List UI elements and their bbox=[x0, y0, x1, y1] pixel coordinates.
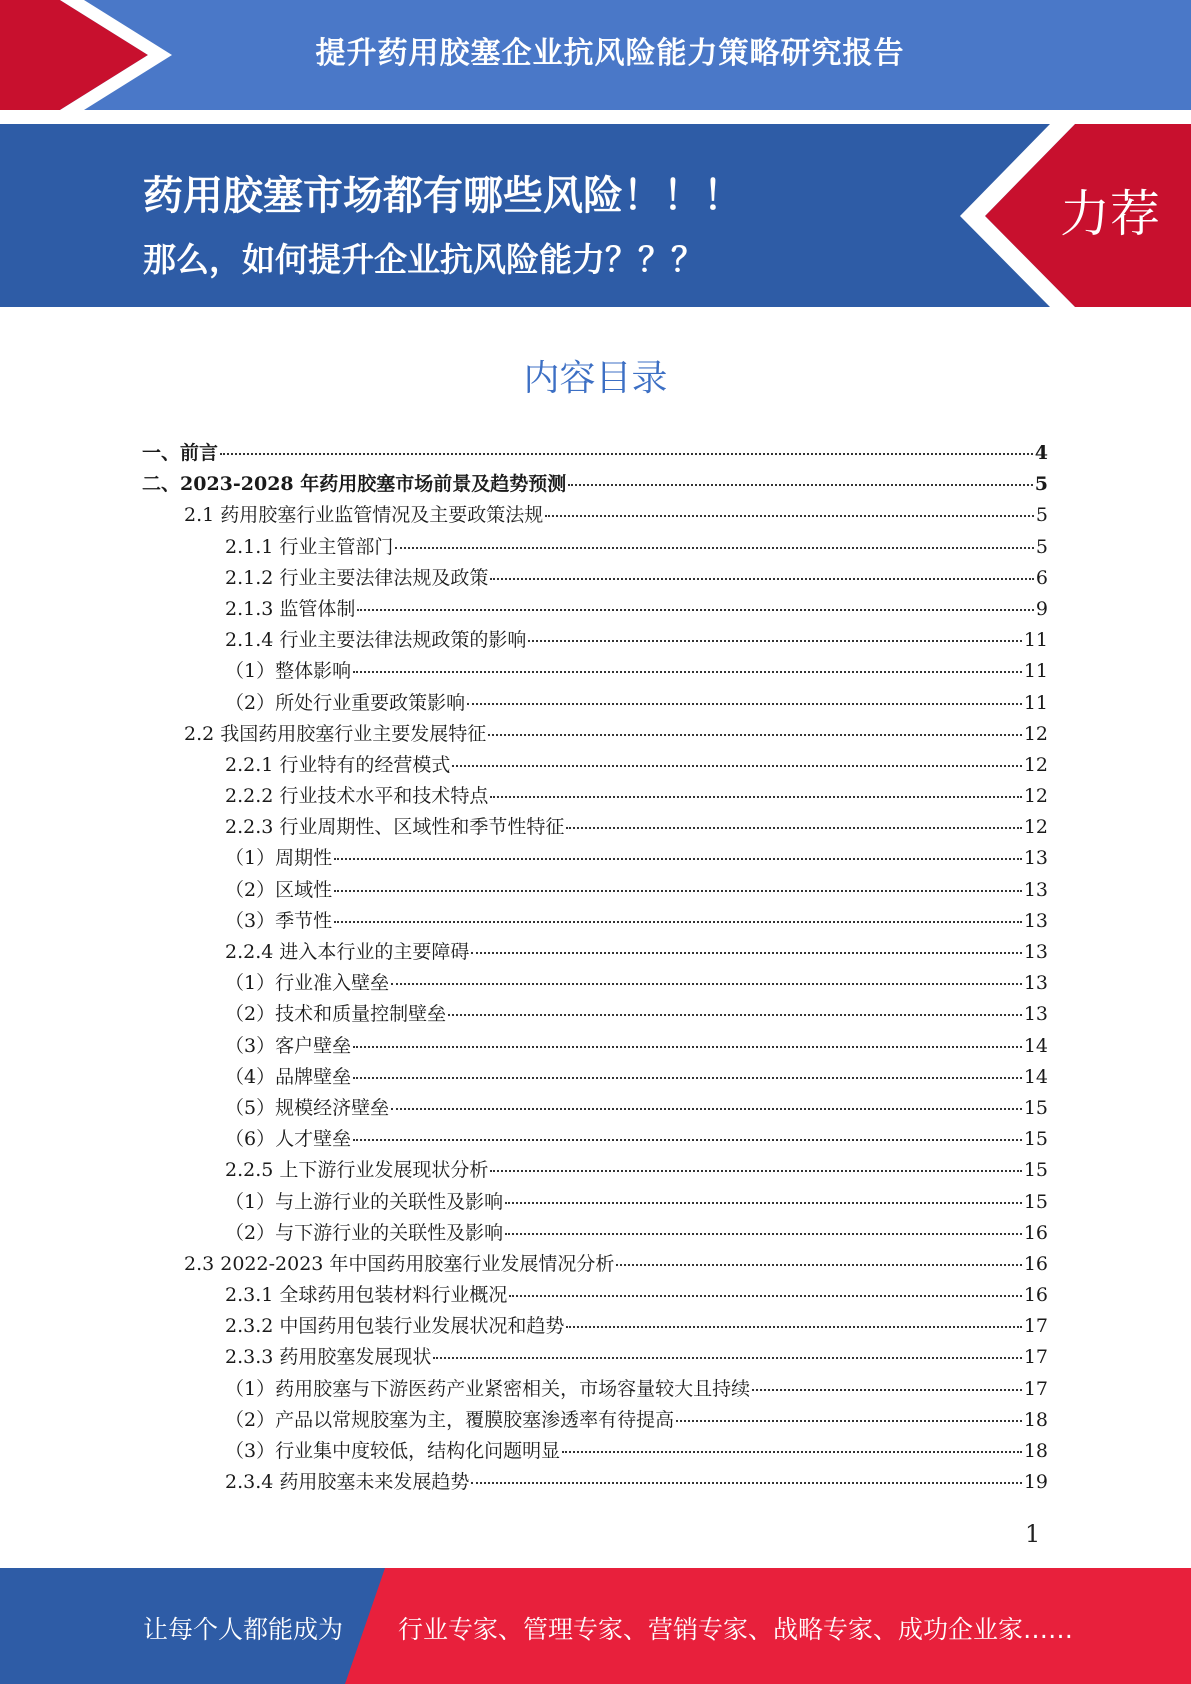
toc-entry-page: 6 bbox=[1035, 566, 1048, 589]
toc-dot-leader bbox=[566, 827, 1021, 829]
toc-entry-label: （1）整体影响 bbox=[225, 660, 352, 683]
toc-dot-leader bbox=[334, 890, 1022, 892]
footer-banner bbox=[0, 1568, 1191, 1684]
toc-entry-page: 16 bbox=[1023, 1221, 1048, 1244]
toc-dot-leader bbox=[353, 1077, 1022, 1079]
toc-entry-label: （2）与下游行业的关联性及影响 bbox=[225, 1221, 504, 1244]
toc-entry[interactable] bbox=[142, 1374, 1048, 1405]
toc-entry-label: （1）与上游行业的关联性及影响 bbox=[225, 1190, 504, 1213]
toc-dot-leader bbox=[490, 796, 1021, 798]
toc-dot-leader bbox=[452, 765, 1021, 767]
toc-entry-label: （2）所处行业重要政策影响 bbox=[225, 691, 466, 714]
toc-entry[interactable] bbox=[142, 532, 1048, 563]
table-of-contents bbox=[142, 438, 1048, 1498]
toc-heading: 内容目录 bbox=[523, 358, 668, 399]
toc-dot-leader bbox=[471, 1482, 1021, 1484]
toc-entry-label: 2.3.1 全球药用包装材料行业概况 bbox=[225, 1284, 508, 1307]
toc-entry[interactable] bbox=[142, 1093, 1048, 1124]
toc-entry[interactable] bbox=[142, 781, 1048, 812]
hero-banner bbox=[0, 124, 1191, 307]
toc-dot-leader bbox=[334, 858, 1022, 860]
toc-entry-label: 2.1.3 监管体制 bbox=[225, 597, 356, 620]
toc-dot-leader bbox=[395, 547, 1034, 549]
toc-entry-label: （2）技术和质量控制壁垒 bbox=[225, 1003, 447, 1026]
footer-slogan-left: 让每个人都能成为 bbox=[143, 1615, 344, 1644]
toc-entry-page: 17 bbox=[1023, 1315, 1048, 1338]
toc-dot-leader bbox=[357, 609, 1034, 611]
toc-entry-label: 2.2.1 行业特有的经营模式 bbox=[225, 753, 451, 776]
toc-entry[interactable] bbox=[142, 563, 1048, 594]
toc-entry[interactable] bbox=[142, 1155, 1048, 1186]
toc-entry-page: 11 bbox=[1023, 629, 1048, 652]
toc-entry-label: （3）行业集中度较低，结构化问题明显 bbox=[225, 1440, 561, 1462]
toc-entry-label: 2.2.5 上下游行业发展现状分析 bbox=[225, 1159, 489, 1182]
toc-entry-label: 2.1.1 行业主管部门 bbox=[225, 535, 394, 558]
toc-entry-page: 17 bbox=[1023, 1346, 1048, 1369]
toc-dot-leader bbox=[505, 1233, 1022, 1235]
toc-entry[interactable] bbox=[142, 1405, 1048, 1436]
toc-entry-page: 5 bbox=[1035, 535, 1048, 558]
toc-entry-label: 2.3.4 药用胶塞未来发展趋势 bbox=[225, 1471, 470, 1494]
toc-entry-page: 15 bbox=[1023, 1159, 1048, 1182]
toc-entry[interactable] bbox=[142, 812, 1048, 843]
toc-entry-page: 17 bbox=[1023, 1377, 1048, 1400]
toc-dot-leader bbox=[568, 484, 1033, 486]
toc-dot-leader bbox=[467, 703, 1022, 705]
hero-headline: 药用胶塞市场都有哪些风险！！！ bbox=[143, 173, 743, 219]
toc-entry-label: 2.3 2022-2023 年中国药用胶塞行业发展情况分析 bbox=[184, 1252, 615, 1275]
toc-entry-page: 13 bbox=[1023, 909, 1048, 932]
toc-entry[interactable] bbox=[142, 1062, 1048, 1093]
toc-entry-page: 15 bbox=[1023, 1128, 1048, 1151]
toc-dot-leader bbox=[490, 578, 1034, 580]
toc-entry[interactable] bbox=[142, 719, 1048, 750]
toc-entry-page: 15 bbox=[1023, 1096, 1048, 1119]
toc-entry-label: （2）区域性 bbox=[225, 878, 333, 901]
toc-entry-label: 2.2.2 行业技术水平和技术特点 bbox=[225, 785, 489, 808]
toc-entry[interactable] bbox=[142, 1031, 1048, 1062]
toc-entry-label: 2.3.3 药用胶塞发展现状 bbox=[225, 1346, 432, 1369]
toc-dot-leader bbox=[353, 671, 1022, 673]
toc-entry-label: 2.3.2 中国药用包装行业发展状况和趋势 bbox=[225, 1315, 565, 1338]
toc-entry-label: 2.1 药用胶塞行业监管情况及主要政策法规 bbox=[184, 504, 544, 527]
toc-entry-label: （3）客户壁垒 bbox=[225, 1034, 352, 1057]
toc-entry[interactable] bbox=[142, 1342, 1048, 1373]
red-arrow-shape bbox=[0, 0, 148, 110]
toc-entry-page: 18 bbox=[1023, 1408, 1048, 1431]
toc-dot-leader bbox=[545, 515, 1034, 517]
toc-entry[interactable] bbox=[142, 1311, 1048, 1342]
toc-dot-leader bbox=[433, 1357, 1021, 1359]
toc-entry[interactable] bbox=[142, 1187, 1048, 1218]
toc-dot-leader bbox=[471, 952, 1021, 954]
toc-entry[interactable] bbox=[142, 1124, 1048, 1155]
toc-entry-page: 12 bbox=[1023, 722, 1048, 745]
toc-entry-page: 13 bbox=[1023, 1003, 1048, 1026]
report-title: 提升药用胶塞企业抗风险能力策略研究报告 bbox=[315, 36, 905, 71]
toc-entry-page: 19 bbox=[1023, 1471, 1048, 1494]
toc-entry-label: 2.2.4 进入本行业的主要障碍 bbox=[225, 941, 470, 963]
toc-entry-page: 13 bbox=[1023, 972, 1048, 995]
toc-entry-page: 11 bbox=[1023, 691, 1048, 714]
toc-entry-label: （6）人才壁垒 bbox=[225, 1128, 352, 1151]
toc-dot-leader bbox=[528, 640, 1021, 642]
toc-entry-page: 18 bbox=[1023, 1440, 1048, 1462]
toc-entry-page: 14 bbox=[1023, 1065, 1048, 1088]
toc-entry[interactable] bbox=[142, 1436, 1048, 1467]
toc-dot-leader bbox=[220, 453, 1033, 455]
toc-entry-label: 二、2023-2028 年药用胶塞市场前景及趋势预测 bbox=[142, 473, 567, 496]
toc-dot-leader bbox=[505, 1202, 1022, 1204]
toc-dot-leader bbox=[566, 1326, 1021, 1328]
toc-entry-page: 14 bbox=[1023, 1034, 1048, 1057]
toc-entry-label: 一、前言 bbox=[142, 442, 219, 464]
toc-entry-label: 2.2 我国药用胶塞行业主要发展特征 bbox=[184, 722, 487, 745]
toc-entry-label: （1）行业准入壁垒 bbox=[225, 972, 390, 995]
toc-dot-leader bbox=[334, 921, 1022, 923]
toc-entry-label: （1）周期性 bbox=[225, 847, 333, 870]
toc-entry[interactable] bbox=[142, 594, 1048, 625]
top-banner bbox=[0, 0, 1191, 110]
toc-entry-page: 11 bbox=[1023, 660, 1048, 683]
toc-entry[interactable] bbox=[142, 968, 1048, 999]
toc-entry[interactable] bbox=[142, 469, 1048, 500]
recommend-badge: 力荐 bbox=[1060, 185, 1160, 243]
toc-entry-page: 16 bbox=[1023, 1284, 1048, 1307]
toc-entry-label: （3）季节性 bbox=[225, 909, 333, 932]
toc-entry[interactable] bbox=[142, 843, 1048, 874]
toc-entry[interactable] bbox=[142, 438, 1048, 469]
toc-entry[interactable] bbox=[142, 937, 1048, 968]
hero-subheadline: 那么，如何提升企业抗风险能力？？？ bbox=[143, 240, 704, 279]
toc-entry-page: 16 bbox=[1023, 1252, 1048, 1275]
toc-dot-leader bbox=[676, 1420, 1022, 1422]
toc-entry-label: 2.2.3 行业周期性、区域性和季节性特征 bbox=[225, 816, 565, 839]
toc-entry-page: 12 bbox=[1023, 785, 1048, 808]
toc-entry-label: （5）规模经济壁垒 bbox=[225, 1096, 390, 1119]
toc-entry[interactable] bbox=[142, 688, 1048, 719]
toc-entry-page: 5 bbox=[1035, 504, 1048, 527]
toc-entry-label: （2）产品以常规胶塞为主，覆膜胶塞渗透率有待提高 bbox=[225, 1408, 675, 1431]
toc-entry[interactable] bbox=[142, 625, 1048, 656]
footer-slogan-right: 行业专家、管理专家、营销专家、战略专家、成功企业家…… bbox=[398, 1615, 1074, 1644]
toc-dot-leader bbox=[752, 1389, 1022, 1391]
toc-entry-page: 5 bbox=[1034, 473, 1048, 496]
toc-entry-page: 4 bbox=[1034, 442, 1048, 464]
toc-entry-page: 13 bbox=[1023, 847, 1048, 870]
toc-dot-leader bbox=[616, 1264, 1021, 1266]
toc-dot-leader bbox=[353, 1139, 1022, 1141]
toc-entry-label: （1）药用胶塞与下游医药产业紧密相关，市场容量较大且持续 bbox=[225, 1377, 751, 1400]
toc-entry-page: 12 bbox=[1023, 753, 1048, 776]
toc-dot-leader bbox=[391, 983, 1022, 985]
toc-entry-label: 2.1.2 行业主要法律法规及政策 bbox=[225, 566, 489, 589]
toc-dot-leader bbox=[490, 1170, 1021, 1172]
toc-dot-leader bbox=[562, 1451, 1022, 1453]
toc-dot-leader bbox=[353, 1046, 1022, 1048]
toc-entry-label: （4）品牌壁垒 bbox=[225, 1065, 352, 1088]
toc-entry[interactable] bbox=[142, 1280, 1048, 1311]
toc-entry[interactable] bbox=[142, 500, 1048, 531]
toc-entry[interactable] bbox=[142, 750, 1048, 781]
toc-entry[interactable] bbox=[142, 1467, 1048, 1498]
toc-dot-leader bbox=[509, 1295, 1021, 1297]
toc-entry-page: 13 bbox=[1023, 941, 1048, 963]
toc-entry-page: 9 bbox=[1035, 597, 1048, 620]
toc-entry-label: 2.1.4 行业主要法律法规政策的影响 bbox=[225, 629, 527, 652]
toc-entry[interactable] bbox=[142, 999, 1048, 1030]
toc-entry-page: 15 bbox=[1023, 1190, 1048, 1213]
toc-entry-page: 13 bbox=[1023, 878, 1048, 901]
toc-entry[interactable] bbox=[142, 875, 1048, 906]
toc-dot-leader bbox=[488, 734, 1022, 736]
toc-entry[interactable] bbox=[142, 906, 1048, 937]
toc-entry[interactable] bbox=[142, 1218, 1048, 1249]
page-number: 1 bbox=[1025, 1520, 1041, 1548]
toc-entry[interactable] bbox=[142, 1249, 1048, 1280]
toc-entry-page: 12 bbox=[1023, 816, 1048, 839]
toc-entry[interactable] bbox=[142, 656, 1048, 687]
toc-dot-leader bbox=[391, 1108, 1022, 1110]
toc-dot-leader bbox=[448, 1014, 1022, 1016]
